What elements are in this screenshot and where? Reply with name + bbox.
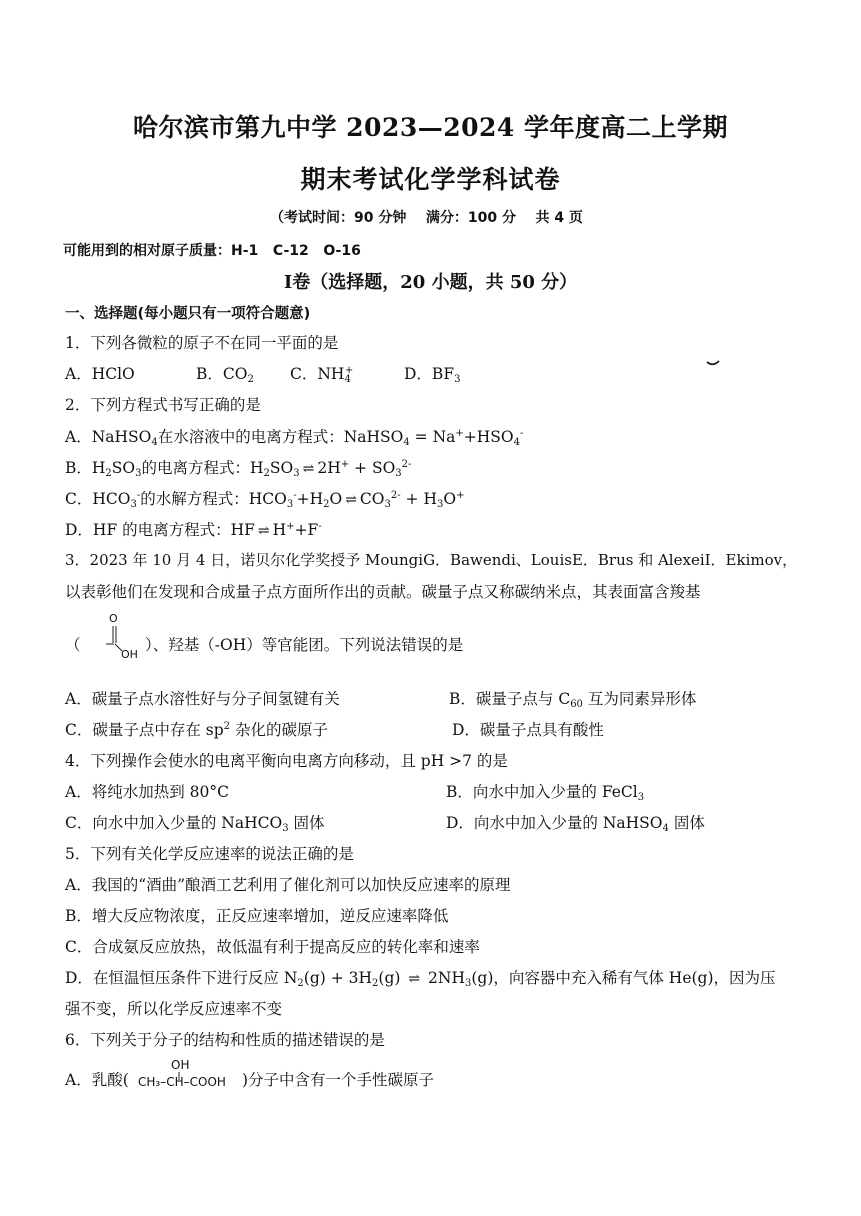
q1-stem: 1．下列各微粒的原子不在同一平面的是 (65, 334, 339, 352)
q5-option-d-line1: D．在恒温恒压条件下进行反应 $N_2(g) + 3H_2(g)$ ⇌ $2NH_3(g)$，向容器中充入稀有气体 He(g)，因为压 (65, 969, 776, 989)
atomic-masses: 可能用到的相对原子质量：H-1 C-12 O-16 (63, 243, 361, 259)
q4-option-c: C．向水中加入少量的 NaHCO$_3$ 固体 (65, 814, 325, 834)
lactic-acid-oh: OH (171, 1058, 190, 1072)
q5-stem: 5．下列有关化学反应速率的说法正确的是 (65, 845, 354, 863)
q2-stem: 2．下列方程式书写正确的是 (65, 396, 261, 414)
q3-option-b: B．碳量子点与 $C_{60}$ 互为同素异形体 (449, 690, 697, 710)
q4-option-b: B．向水中加入少量的 FeCl$_3$ (446, 783, 645, 803)
q3-stem-line1: 3．2023 年 10 月 4 日，诺贝尔化学奖授予 MoungiG．Bawendi、LouisE．Brus 和 AlexeiI．Ekimov， (65, 551, 798, 569)
carboxyl-oh-label: OH (121, 648, 138, 661)
q2-option-b: B．$H_2SO_3$的电离方程式：$H_2SO_3$ ⇌ $2H^+ + SO_3^{2-}$ (65, 459, 412, 479)
section-instruction: 一、选择题(每小题只有一项符合题意) (65, 306, 311, 322)
q6-stem: 6．下列关于分子的结构和性质的描述错误的是 (65, 1031, 385, 1049)
q6-option-a: )分子中含有一个手性碳原子 (242, 1071, 435, 1089)
q2-option-d: D．HF 的电离方程式：HF ⇌ H++F- (65, 521, 322, 539)
q4-option-a: A．将纯水加热到 80°C (65, 783, 229, 801)
q3-stem-line3-prefix: （ (65, 636, 81, 654)
exam-title-line1: 哈尔滨市第九中学 2023—2024 学年度高二上学期 (132, 113, 729, 142)
q3-option-a: A．碳量子点水溶性好与分子间氢键有关 (65, 690, 340, 708)
equilibrium-arrow-icon: ⇌ (302, 461, 315, 477)
q4-option-d: D．向水中加入少量的 NaHSO$_4$ 固体 (446, 814, 705, 834)
q1-option-a: A．HClO (65, 365, 135, 383)
q2-option-a: A．NaHSO$_4$在水溶液中的电离方程式：NaHSO$_4$ = $Na^++HSO_4^-$ (65, 428, 524, 448)
equilibrium-arrow-icon: ⇌ (257, 523, 270, 539)
q1-option-b: B．$CO_2$ (196, 365, 254, 385)
equilibrium-arrow-icon: ⇌ (408, 971, 421, 987)
exam-info: （考试时间：90 分钟 满分：100 分 共 4 页 (270, 210, 583, 226)
q5-option-b: B．增大反应物浓度，正反应速率增加，逆反应速率降低 (65, 907, 449, 925)
q3-option-d: D．碳量子点具有酸性 (452, 721, 604, 739)
q4-stem: 4．下列操作会使水的电离平衡向电离方向移动，且 pH >7 的是 (65, 752, 508, 770)
q3-option-c: C．碳量子点中存在 $sp^2$ 杂化的碳原子 (65, 721, 328, 739)
stray-mark-icon (706, 360, 720, 366)
carboxyl-o-label: O (109, 612, 118, 625)
q2-option-c: C．$HCO_3^-$的水解方程式：$HCO_3^-+H_2O$ ⇌ $CO_3^{2-} + H_3O^+$ (65, 490, 465, 510)
exam-title-line2: 期末考试化学学科试卷 (300, 165, 561, 194)
q5-option-c: C．合成氨反应放热，故低温有利于提高反应的转化率和速率 (65, 938, 480, 956)
q5-option-d-line2: 强不变，所以化学反应速率不变 (65, 1000, 283, 1018)
lactic-acid-formula: CH₃–CH–COOH (138, 1075, 226, 1089)
q5-option-a: A．我国的“酒曲”酿酒工艺利用了催化剂可以加快反应速率的原理 (65, 876, 511, 894)
q3-stem-line2: 以表彰他们在发现和合成量子点方面所作出的贡献。碳量子点又称碳纳米点，其表面富含羧基 (65, 583, 701, 601)
equilibrium-arrow-icon: ⇌ (345, 492, 357, 508)
q6-option-a-prefix: A．乳酸( (65, 1071, 129, 1089)
q1-option-c: C．$NH_4^+$ (290, 365, 354, 385)
q3-stem-line3: ）、羟基（-OH）等官能团。下列说法错误的是 (145, 636, 464, 654)
section-title: I卷（选择题，20 小题，共 50 分） (283, 272, 578, 293)
q1-option-d: D．$BF_3$ (404, 365, 461, 385)
